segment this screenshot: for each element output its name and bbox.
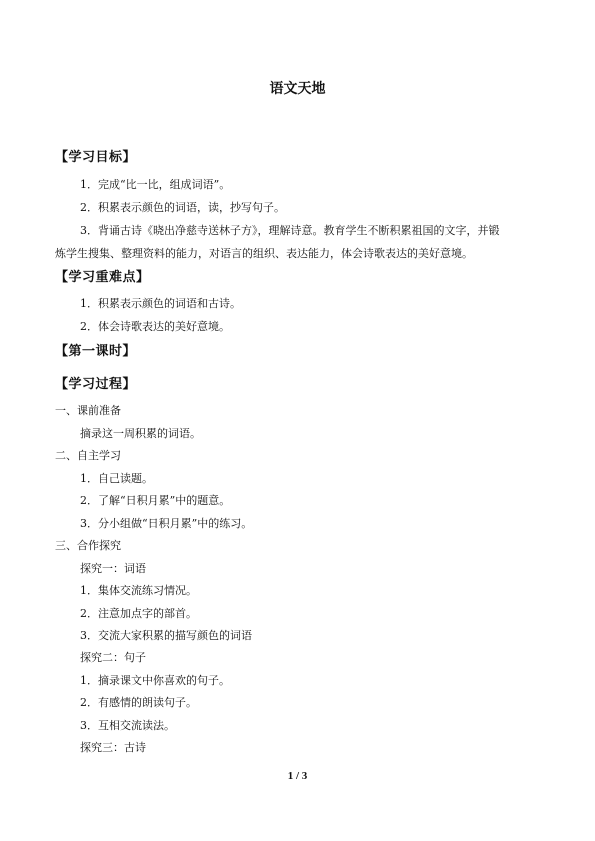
process-line: 3．交流大家积累的描写颜色的词语	[80, 629, 252, 642]
process-step-heading: 三、合作探究	[55, 539, 121, 552]
process-step-heading: 一、课前准备	[55, 404, 121, 417]
process-subheading: 探究三：古诗	[80, 741, 146, 754]
objectives-heading: 【学习目标】	[55, 150, 137, 165]
objective-item: 1．完成“比一比，组成词语”。	[80, 178, 231, 191]
process-line: 摘录这一周积累的词语。	[80, 427, 201, 440]
process-line: 2．了解“日积月累”中的题意。	[80, 494, 231, 507]
process-line: 2．有感情的朗读句子。	[80, 696, 197, 709]
process-subheading: 探究一：词语	[80, 562, 146, 575]
key-point-item: 1．积累表示颜色的词语和古诗。	[80, 297, 241, 310]
key-point-item: 2．体会诗歌表达的美好意境。	[80, 320, 230, 333]
key-points-heading: 【学习重难点】	[55, 270, 150, 285]
objective-item: 2．积累表示颜色的词语，读，抄写句子。	[80, 201, 285, 214]
process-line: 3．分小组做“日积月累”中的练习。	[80, 517, 253, 530]
process-line: 3．互相交流读法。	[80, 719, 175, 732]
objective-item-continuation: 炼学生搜集、整理资料的能力，对语言的组织、表达能力，体会诗歌表达的美好意境。	[55, 247, 473, 260]
process-line: 1．自己读题。	[80, 472, 153, 485]
objective-item: 3．背诵古诗《晓出净慈寺送林子方》，理解诗意。教育学生不断积累祖国的文字，并锻	[80, 224, 500, 237]
process-subheading: 探究二：句子	[80, 651, 146, 664]
process-line: 1．摘录课文中你喜欢的句子。	[80, 674, 230, 687]
process-line: 2．注意加点字的部首。	[80, 607, 197, 620]
process-heading: 【学习过程】	[55, 377, 137, 392]
page-number: 1 / 3	[287, 770, 308, 782]
process-line: 1．集体交流练习情况。	[80, 584, 197, 597]
lesson-heading: 【第一课时】	[55, 344, 137, 359]
page-title: 语文天地	[269, 81, 326, 97]
process-step-heading: 二、自主学习	[55, 449, 121, 462]
